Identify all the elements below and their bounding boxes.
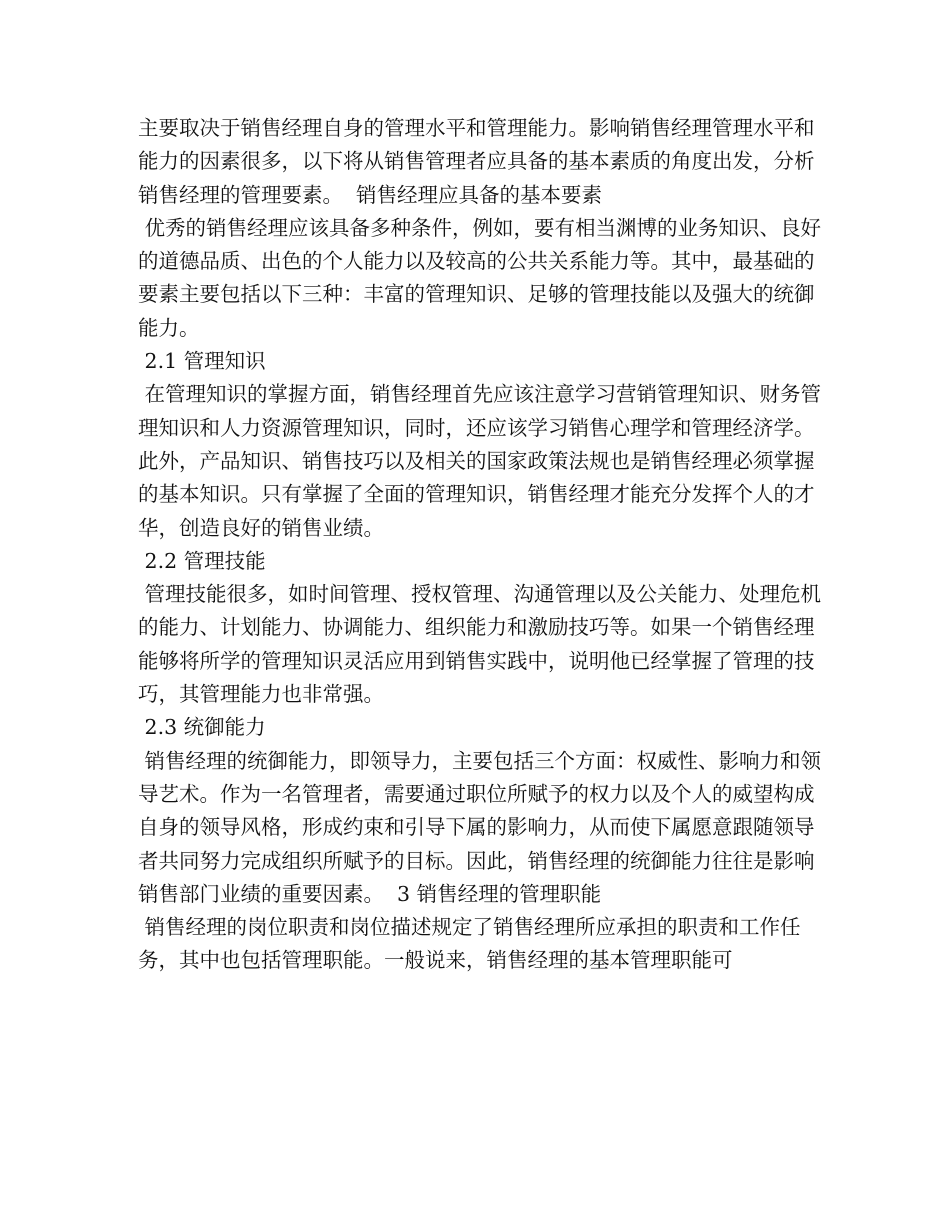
document-body	[138, 112, 828, 978]
paragraph-management-knowledge: 在管理知识的掌握方面，销售经理首先应该注意学习营销管理知识、财务管理知识和人力资源管理知识，同时，还应该学习销售心理学和管理经济学。此外，产品知识、销售技巧以及相关的国家政策法规也是销售经理必须掌握的基本知识。只有掌握了全面的管理知识，销售经理才能充分发挥个人的才华，创造良好的销售业绩。	[138, 382, 822, 540]
section-heading-leadership: 2.3 统御能力	[138, 715, 266, 740]
section-heading-management-knowledge: 2.1 管理知识	[138, 349, 266, 374]
paragraph-basic-elements: 优秀的销售经理应该具备多种条件，例如，要有相当渊博的业务知识、良好的道德品质、出色的个人能力以及较高的公共关系能力等。其中，最基础的要素主要包括以下三种：丰富的管理知识、足够的管理技能以及强大的统御能力。	[138, 215, 822, 340]
paragraph-leadership: 销售经理的统御能力，即领导力，主要包括三个方面：权威性、影响力和领导艺术。作为一名管理者，需要通过职位所赋予的权力以及个人的威望构成自身的领导风格，形成约束和引导下属的影响力，从而使下属愿意跟随领导者共同努力完成组织所赋予的目标。因此，销售经理的统御能力往往是影响销售部门业绩的重要因素。 3 销售经理的管理职能	[138, 748, 822, 906]
section-heading-management-skills: 2.2 管理技能	[138, 548, 266, 573]
paragraph-management-skills: 管理技能很多，如时间管理、授权管理、沟通管理以及公关能力、处理危机的能力、计划能力、协调能力、组织能力和激励技巧等。如果一个销售经理能够将所学的管理知识灵活应用到销售实践中，说明他已经掌握了管理的技巧，其管理能力也非常强。	[138, 582, 822, 707]
paragraph-management-functions: 销售经理的岗位职责和岗位描述规定了销售经理所应承担的职责和工作任务，其中也包括管理职能。一般说来，销售经理的基本管理职能可	[138, 915, 801, 973]
paragraph-intro: 主要取决于销售经理自身的管理水平和管理能力。影响销售经理管理水平和能力的因素很多，以下将从销售管理者应具备的基本素质的角度出发，分析销售经理的管理要素。 销售经理应具备的基本要素	[138, 116, 815, 207]
